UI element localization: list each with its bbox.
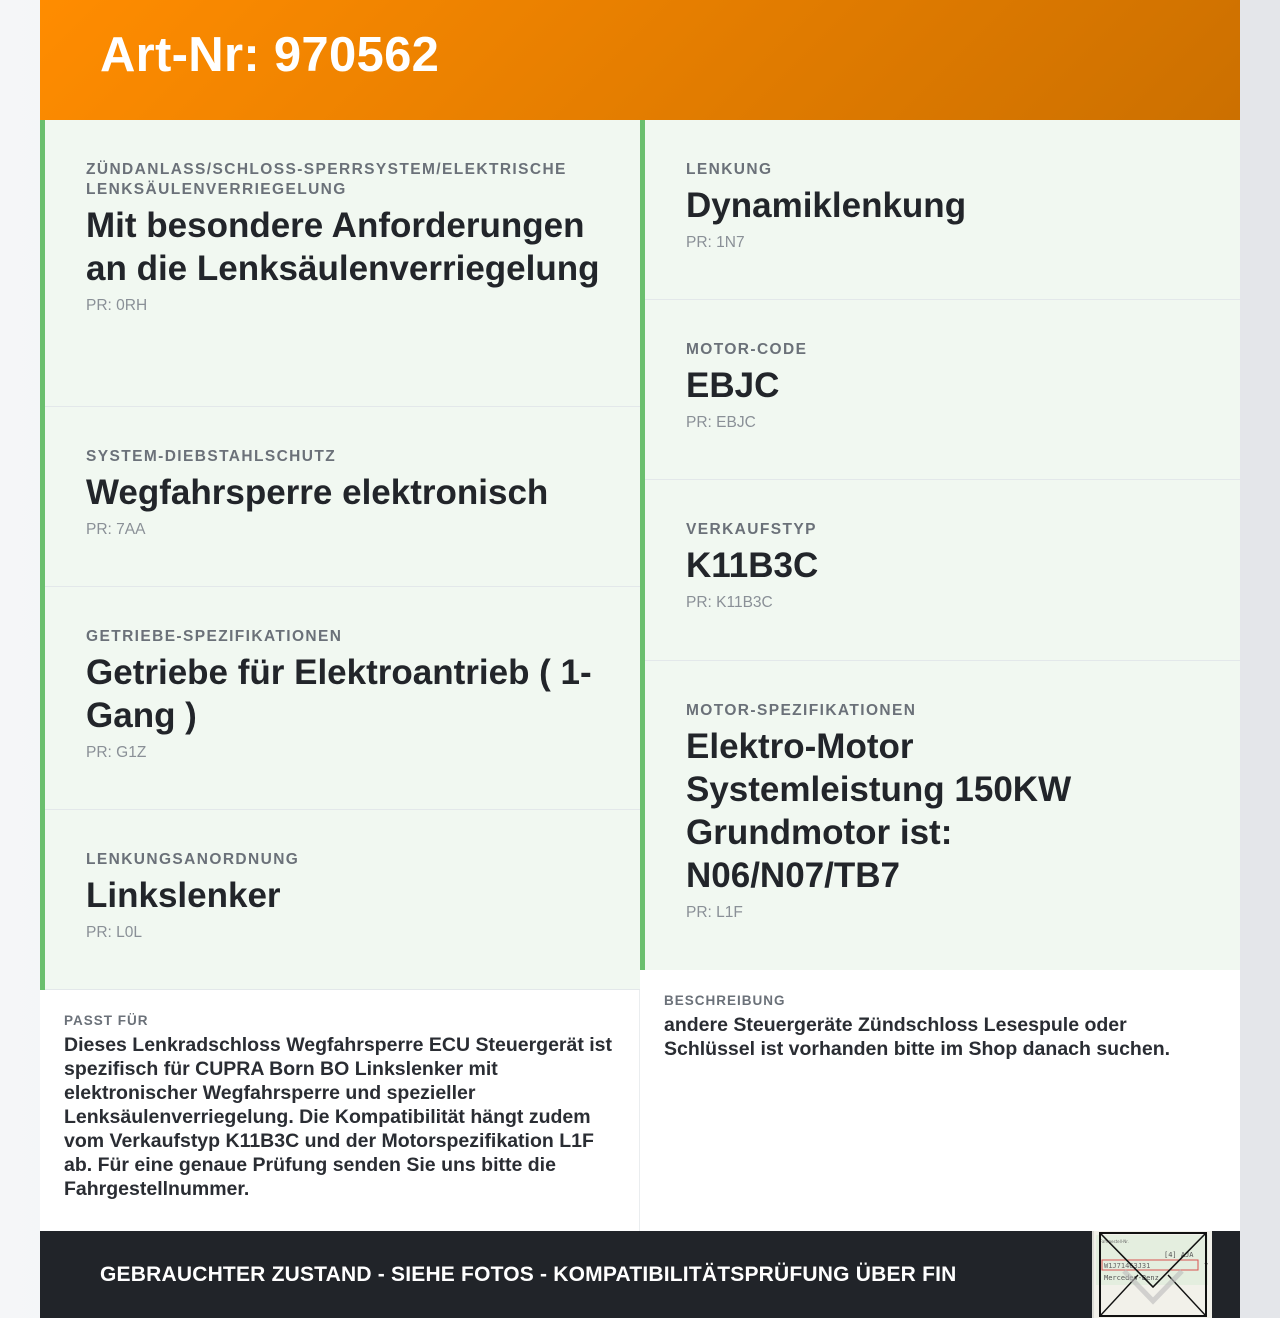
page-header — [40, 0, 1240, 120]
spec-label: MOTOR-CODE — [686, 341, 808, 358]
spec-label: LENKUNGSANORDNUNG — [86, 851, 300, 868]
right-spec-list — [640, 120, 1240, 970]
spec-pr-code: PR: K11B3C — [686, 594, 773, 611]
condition-note: GEBRAUCHTER ZUSTAND - SIEHE FOTOS - KOMPATIBILITÄTSPRÜFUNG ÜBER FIN — [100, 1263, 957, 1286]
spec-pr-code: PR: 1N7 — [686, 234, 745, 251]
spec-pr-code: PR: L1F — [686, 904, 743, 921]
fin-thumbnail — [1092, 1231, 1210, 1318]
description-section — [640, 970, 1240, 1231]
left-spec-list — [40, 120, 640, 990]
spec-value: Linkslenker — [86, 876, 281, 915]
description-label: BESCHREIBUNG — [664, 993, 786, 1008]
spec-value: Wegfahrsperre elektronisch — [86, 473, 549, 512]
spec-pr-code: PR: 7AA — [86, 521, 146, 538]
svg-text:[4] AJA: [4] AJA — [1164, 1251, 1194, 1259]
spec-value: Getriebe für Elektroantrieb ( 1-Gang ) — [86, 653, 592, 735]
spec-item-steering-layout — [45, 810, 640, 990]
spec-value: K11B3C — [686, 546, 819, 585]
svg-text:W1J71463J31: W1J71463J31 — [1104, 1262, 1151, 1270]
spec-pr-code: PR: EBJC — [686, 414, 756, 431]
svg-text:Fahrgestell-Nr.: Fahrgestell-Nr. — [1100, 1239, 1129, 1244]
spec-label: VERKAUFSTYP — [686, 521, 817, 538]
spec-value: Dynamiklenkung — [686, 186, 967, 225]
spec-value: Mit besondere Anforderungen an die Lenksäulenverriegelung — [86, 206, 600, 288]
spec-item-engine-code — [645, 300, 1240, 480]
fits-label: PASST FÜR — [64, 1013, 149, 1028]
spec-item-motor-specs — [645, 661, 1240, 970]
svg-text:Mercedes-Benz: Mercedes-Benz — [1104, 1274, 1159, 1282]
spec-item-sales-type — [645, 480, 1240, 661]
spec-label: MOTOR-SPEZIFIKATIONEN — [686, 702, 917, 719]
svg-text:7: 7 — [1204, 1262, 1209, 1270]
spec-pr-code: PR: 0RH — [86, 297, 148, 314]
spec-grid — [40, 120, 1240, 1231]
product-sheet — [40, 0, 1240, 1318]
spec-label: GETRIEBE-SPEZIFIKATIONEN — [86, 628, 343, 645]
spec-item-transmission — [45, 587, 640, 810]
spec-item-steering — [645, 120, 1240, 300]
description-text: andere Steuergeräte Zündschloss Lesespule oder Schlüssel ist vorhanden bitte im Shop danach suchen. — [664, 1014, 1171, 1060]
spec-pr-code: PR: G1Z — [86, 744, 147, 761]
spec-item-lock-system — [45, 120, 640, 407]
spec-label: SYSTEM-DIEBSTAHLSCHUTZ — [86, 448, 337, 465]
article-number-title: Art-Nr: 970562 — [100, 28, 440, 82]
spec-pr-code: PR: L0L — [86, 924, 143, 941]
spec-value: Elektro-Motor Systemleistung 150KW Grundmotor ist: N06/N07/TB7 — [686, 727, 1072, 895]
spec-value: EBJC — [686, 366, 780, 405]
fits-section — [40, 990, 640, 1231]
envelope-fin-icon — [1094, 1231, 1212, 1318]
left-column — [40, 120, 640, 1231]
fits-text: Dieses Lenkradschloss Wegfahrsperre ECU Steuergerät ist spezifisch für CUPRA Born BO Linkslenker mit elektronischer Wegfahrsperre und spezieller Lenksäulenverriegelung. Die Kompatibilität hängt zudem vom Verkaufstyp K11B3C und der Motorspezifikation L1F ab. Für eine genaue Prüfung senden Sie uns bitte die Fahrgestellnummer. — [64, 1034, 613, 1200]
spec-item-theft-protection — [45, 407, 640, 587]
right-column — [640, 120, 1240, 1231]
spec-label: LENKUNG — [686, 161, 773, 178]
footer-banner — [40, 1231, 1240, 1318]
spec-label: ZÜNDANLASS/SCHLOSS-SPERRSYSTEM/ELEKTRISCHE LENKSÄULENVERRIEGELUNG — [86, 161, 567, 198]
